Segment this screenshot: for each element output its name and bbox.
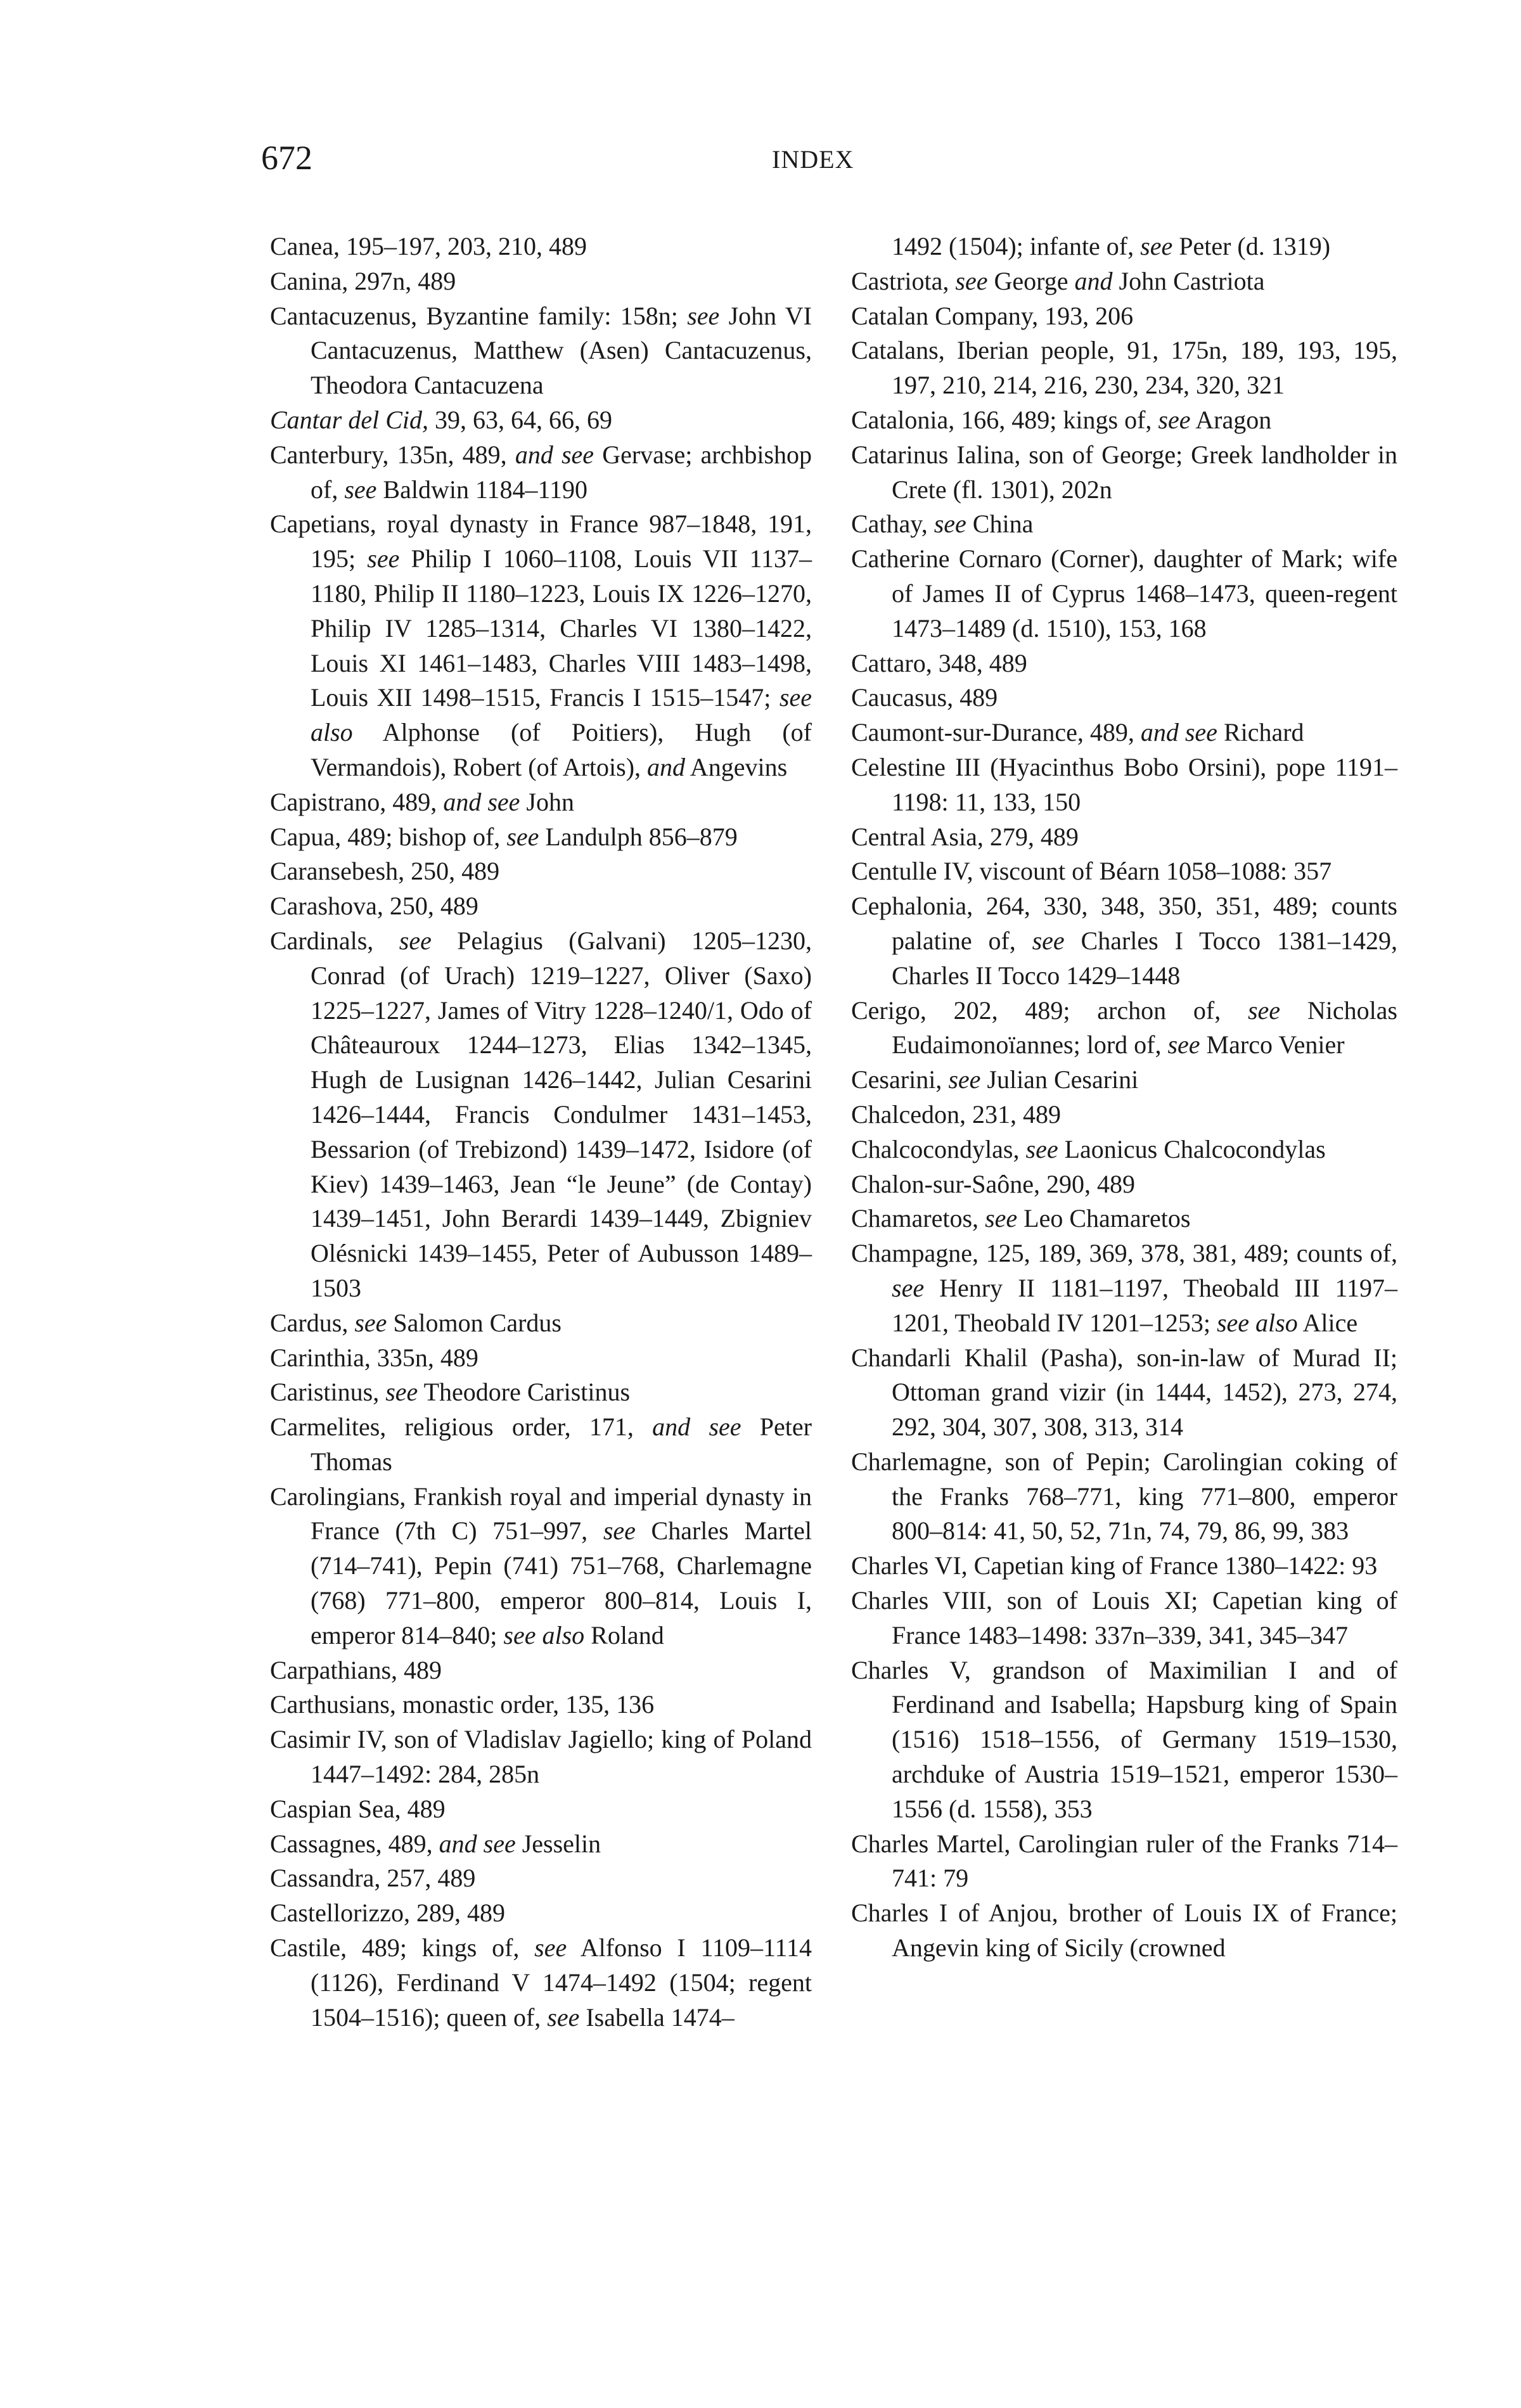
running-head: INDEX [772,145,854,174]
index-entry: Cattaro, 348, 489 [851,648,1027,677]
index-column-right [851,229,1397,1966]
index-entry: Cesarini, see Julian Cesarini [851,1065,1139,1094]
index-entry: Cathay, see China [851,509,1034,539]
index-entry: Carthusians, monastic order, 135, 136 [270,1690,655,1719]
index-entry: Charles VI, Capetian king of France 1380–1422: 93 [851,1551,1378,1580]
index-entry: Cardinals, see Pelagius (Galvani) 1205–1230, Conrad (of Urach) 1219–1227, Oliver (Saxo) 1225–1227, James of Vitry 1228–1240/1, Odo of Châteauroux 1244–1273, Elias 1342–1345, Hugh de Lusignan 1426–1442, Julian Cesarini 1426–1444, Francis Condulmer 1431–1453, Bessarion (of Trebizond) 1439–1472, Isidore (of Kiev) 1439–1463, Jean “le Jeune” (de Contay) 1439–1451, John Berardi 1439–1449, Zbigniev Olésnicki 1439–1455, Peter of Aubusson 1489–1503 [270,926,812,1302]
index-entry: Canina, 297n, 489 [270,266,456,295]
index-entry: Castriota, see George and John Castriota [851,266,1265,295]
index-entry: Chandarli Khalil (Pasha), son-in-law of Murad II; Ottoman grand vizir (in 1444, 1452), 273, 274, 292, 304, 307, 308, 313, 314 [851,1343,1397,1442]
index-entry: Charles I of Anjou, brother of Louis IX of France; Angevin king of Sicily (crowned [851,1899,1397,1963]
index-entry: 1492 (1504); infante of, see Peter (d. 1319) [892,232,1331,260]
index-entry: Caucasus, 489 [851,683,998,712]
index-entry: Cassandra, 257, 489 [270,1864,476,1893]
index-entry: Caumont-sur-Durance, 489, and see Richard [851,718,1304,747]
index-entry: Carolingians, Frankish royal and imperial dynasty in France (7th C) 751–997, see Charles Martel (714–741), Pepin (741) 751–768, Charlemagne (768) 771–800, emperor 800–814, Louis I, emperor 814–840; see also Roland [270,1482,812,1649]
index-entry: Catarinus Ialina, son of George; Greek landholder in Crete (fl. 1301), 202n [851,440,1397,504]
index-entry: Cardus, see Salomon Cardus [270,1308,562,1337]
index-entry: Carpathians, 489 [270,1655,442,1684]
index-entry: Canea, 195–197, 203, 210, 489 [270,232,587,260]
index-entry: Carashova, 250, 489 [270,892,478,921]
index-entry: Cerigo, 202, 489; archon of, see Nicholas Eudaimonoïannes; lord of, see Marco Venier [851,996,1397,1060]
index-entry: Catherine Cornaro (Corner), daughter of Mark; wife of James II of Cyprus 1468–1473, queen-regent 1473–1489 (d. 1510), 153, 168 [851,544,1397,643]
index-entry: Charles V, grandson of Maximilian I and of Ferdinand and Isabella; Hapsburg king of Spain (1516) 1518–1556, of Germany 1519–1530, archduke of Austria 1519–1521, emperor 1530–1556 (d. 1558), 353 [851,1655,1397,1823]
index-entry: Charlemagne, son of Pepin; Carolingian coking of the Franks 768–771, king 771–800, emperor 800–814: 41, 50, 52, 71n, 74, 79, 86, 99, 383 [851,1447,1397,1546]
index-entry: Chalcocondylas, see Laonicus Chalcocondylas [851,1134,1326,1163]
index-entry: Cantacuzenus, Byzantine family: 158n; see John VI Cantacuzenus, Matthew (Asen) Cantacuzenus, Theodora Cantacuzena [270,301,812,400]
index-entry: Capua, 489; bishop of, see Landulph 856–879 [270,822,738,851]
index-entry: Cephalonia, 264, 330, 348, 350, 351, 489; counts palatine of, see Charles I Tocco 1381–1429, Charles II Tocco 1429–1448 [851,892,1397,990]
index-entry: Celestine III (Hyacinthus Bobo Orsini), pope 1191–1198: 11, 133, 150 [851,752,1397,816]
index-entry: Casimir IV, son of Vladislav Jagiello; king of Poland 1447–1492: 284, 285n [270,1725,812,1789]
index-entry: Chalcedon, 231, 489 [851,1099,1062,1129]
index-column-left [270,229,812,2035]
index-entry: Canterbury, 135n, 489, and see Gervase; archbishop of, see Baldwin 1184–1190 [270,440,812,504]
index-entry: Caspian Sea, 489 [270,1794,446,1823]
index-entry: Charles VIII, son of Louis XI; Capetian king of France 1483–1498: 337n–339, 341, 345–347 [851,1586,1397,1649]
index-entry: Centulle IV, viscount of Béarn 1058–1088: 357 [851,857,1332,886]
index-entry: Cantar del Cid, 39, 63, 64, 66, 69 [270,405,613,434]
index-entry: Caransebesh, 250, 489 [270,857,500,886]
page-number: 672 [261,139,312,177]
index-entry: Carmelites, religious order, 171, and see Peter Thomas [270,1412,812,1476]
index-entry: Carinthia, 335n, 489 [270,1343,478,1372]
index-entry: Castellorizzo, 289, 489 [270,1899,506,1928]
index-entry: Charles Martel, Carolingian ruler of the Franks 714–741: 79 [851,1829,1397,1893]
index-entry: Catalan Company, 193, 206 [851,301,1134,330]
index-entry: Chamaretos, see Leo Chamaretos [851,1204,1191,1233]
index-entry: Castile, 489; kings of, see Alfonso I 1109–1114 (1126), Ferdinand V 1474–1492 (1504; regent 1504–1516); queen of, see Isabella 1474– [270,1933,812,2032]
index-entry: Capetians, royal dynasty in France 987–1848, 191, 195; see Philip I 1060–1108, Louis VII 1137–1180, Philip II 1180–1223, Louis IX 1226–1270, Philip IV 1285–1314, Charles VI 1380–1422, Louis XI 1461–1483, Charles VIII 1483–1498, Louis XII 1498–1515, Francis I 1515–1547; see also Alphonse (of Poitiers), Hugh (of Vermandois), Robert (of Artois), and Angevins [270,509,812,781]
index-entry: Capistrano, 489, and see John [270,787,574,816]
index-entry: Cassagnes, 489, and see Jesselin [270,1829,601,1858]
index-entry: Catalonia, 166, 489; kings of, see Aragon [851,405,1272,434]
index-entry: Champagne, 125, 189, 369, 378, 381, 489; counts of, see Henry II 1181–1197, Theobald III 1197–1201, Theobald IV 1201–1253; see also Alice [851,1239,1397,1337]
index-entry: Caristinus, see Theodore Caristinus [270,1378,631,1407]
index-entry: Catalans, Iberian people, 91, 175n, 189, 193, 195, 197, 210, 214, 216, 230, 234, 320, 321 [851,336,1397,400]
index-entry: Central Asia, 279, 489 [851,822,1079,851]
index-entry: Chalon-sur-Saône, 290, 489 [851,1169,1136,1198]
